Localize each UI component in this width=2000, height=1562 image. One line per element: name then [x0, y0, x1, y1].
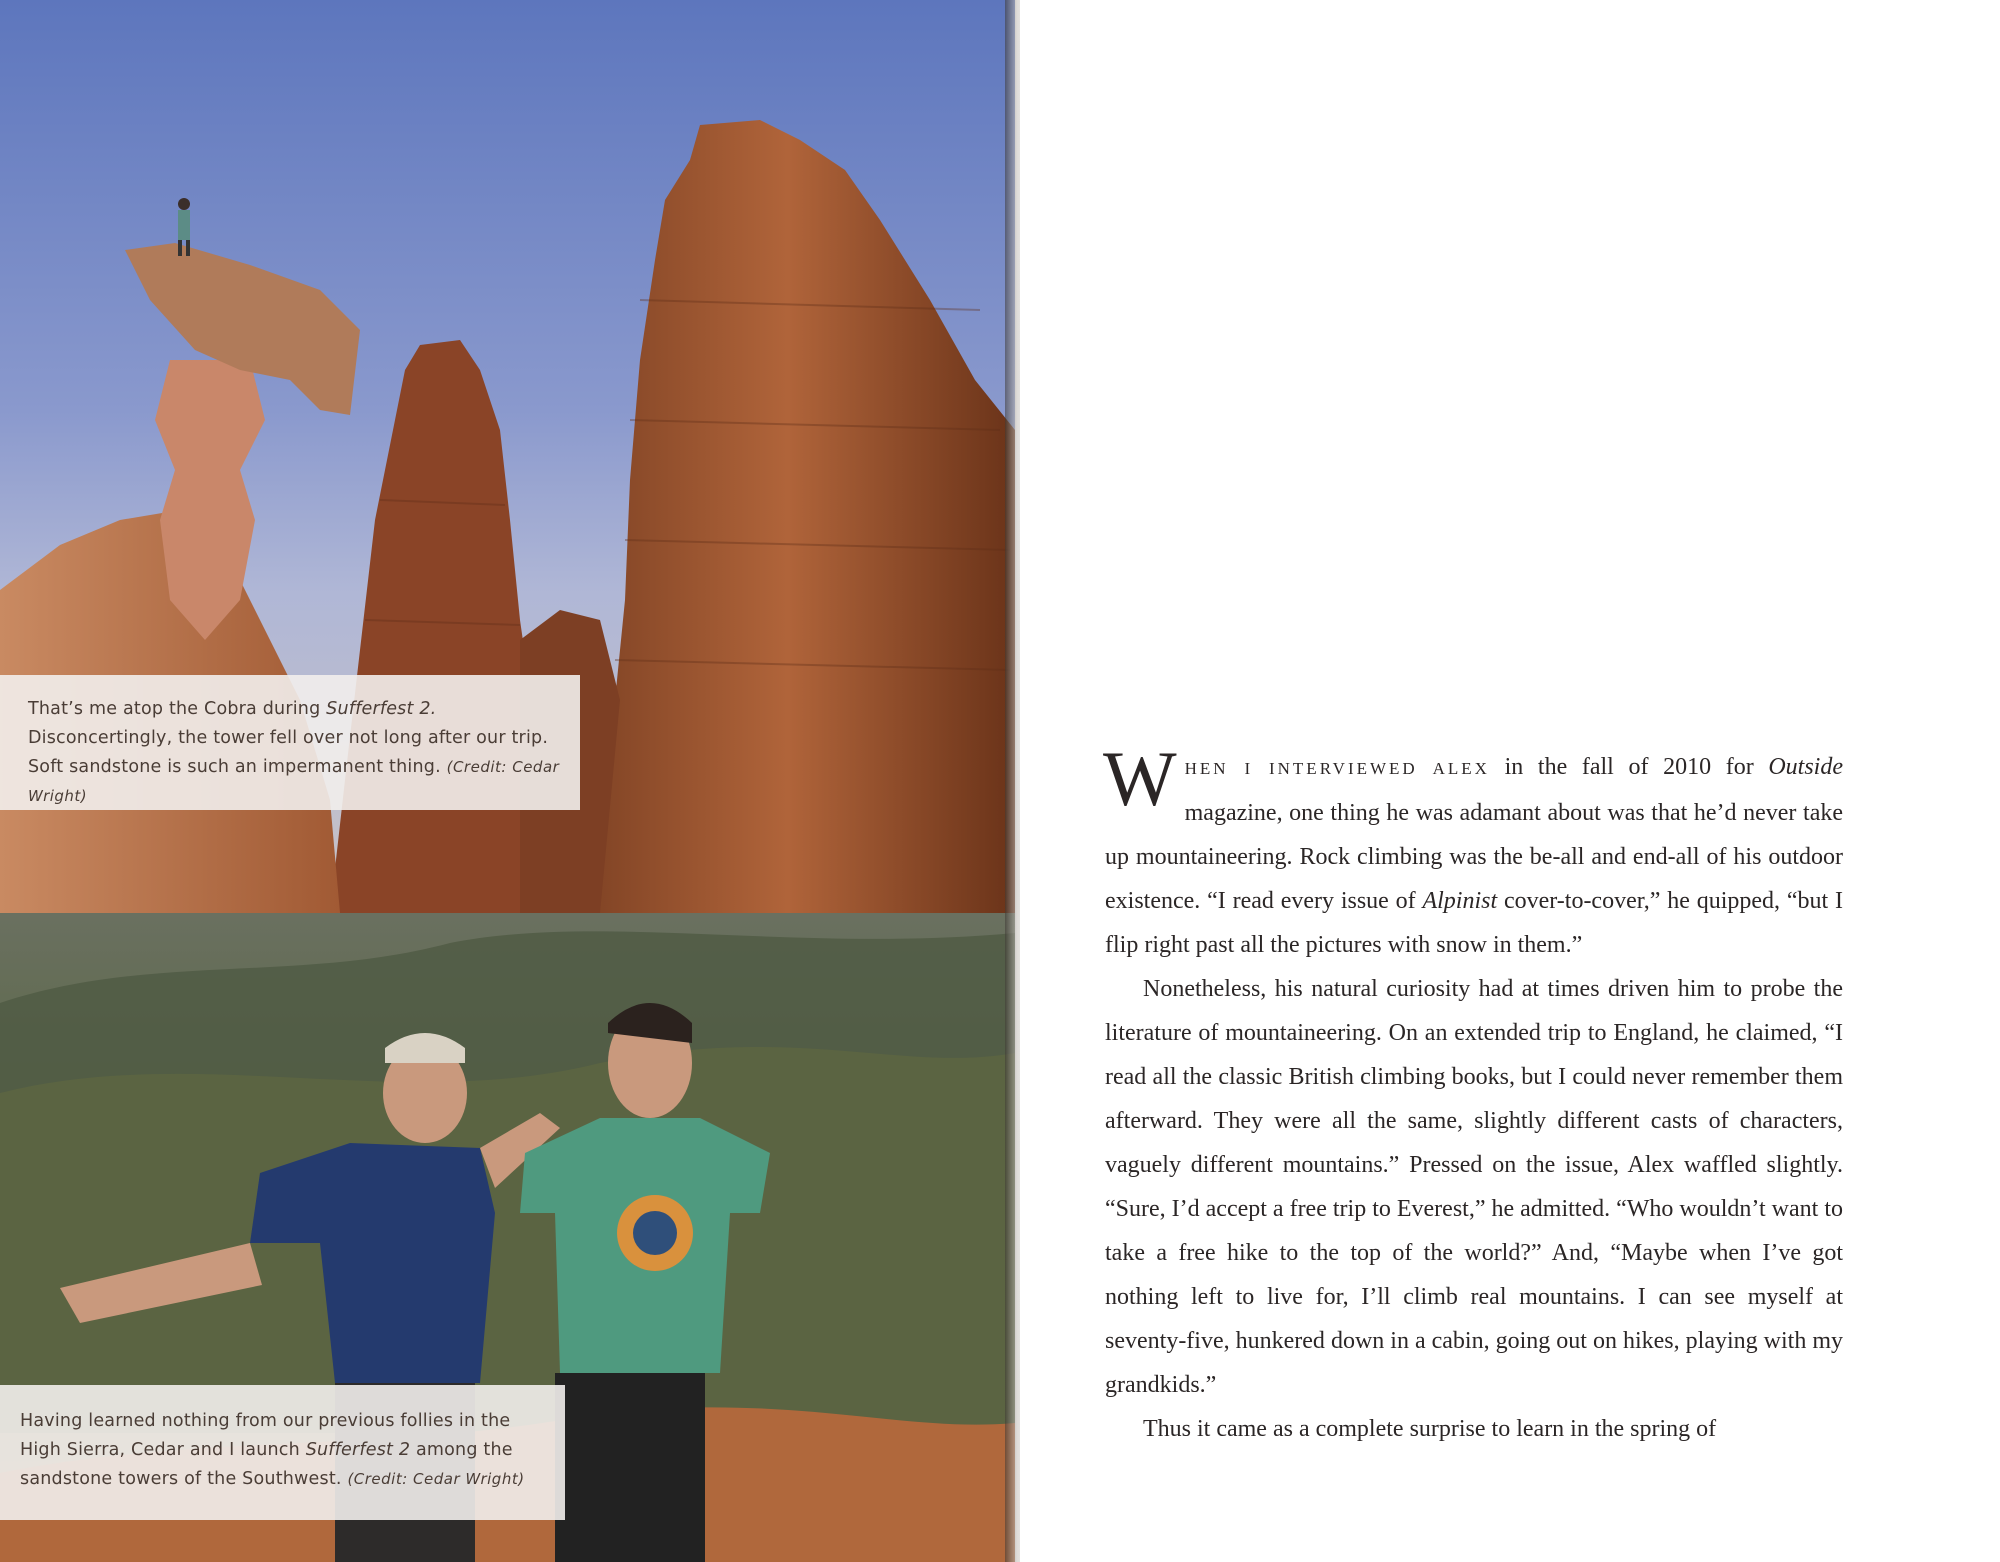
caption-text: among the sandstone towers of the Southwest. — [20, 1440, 513, 1489]
drop-cap: W — [1103, 735, 1177, 822]
caption-text: That’s me atop the Cobra during — [28, 699, 327, 719]
caption-text: Disconcertingly, the tower fell over not long after our trip. Soft sandstone is such an impermanent thing. — [28, 728, 549, 777]
paragraph-text: cover-to-cover,” he quipped, “but I flip right past all the pictures with snow in them.” — [1105, 888, 1844, 958]
paragraph-text: magazine, one thing he was adamant about was that he’d never take up mountaineering. Rock climbing was the be-all and end-all of his outdoor existence. “I read every issue of — [1105, 800, 1843, 914]
caption-credit: (Credit: Cedar Wright) — [347, 1470, 525, 1488]
photo-caption-top — [0, 675, 580, 810]
chapter-body — [1103, 735, 1844, 1451]
small-caps-lead: HEN I INTERVIEWED ALEX — [1184, 759, 1490, 778]
paragraph-2: Nonetheless, his natural curiosity had at times driven him to probe the literature of mountaineering. On an extended trip to England, he claimed, “I read all the classic British climbing books, but I could never remember them afterward. They were all the same, slightly different casts of characters, vaguely different mountains.” Pressed on the issue, Alex waffled slightly. “Sure, I’d accept a free trip to Everest,” he admitted. “Who wouldn’t want to take a free hike to the top of the world?” And, “Maybe when I’ve got nothing left to live for, I’ll climb real mountains. I can see myself at seventy-five, hunkered down in a cabin, going out on hikes, playing with my grandkids.” — [1105, 976, 1843, 1398]
magazine-title: Outside — [1768, 754, 1843, 780]
paragraph-3: Thus it came as a complete surprise to learn in the spring of — [1143, 1416, 1717, 1442]
caption-film-title: Sufferfest 2. — [326, 699, 437, 719]
caption-film-title: Sufferfest 2 — [305, 1440, 411, 1460]
photo-caption-bottom — [0, 1385, 565, 1520]
paragraph-text: in the fall of 2010 for — [1489, 754, 1769, 780]
magazine-title: Alpinist — [1422, 888, 1498, 914]
caption-credit: (Credit: Cedar Wright) — [28, 758, 560, 805]
paragraph-opening — [1103, 735, 1844, 967]
caption-text: Having learned nothing from our previous follies in the High Sierra, Cedar and I launch — [20, 1411, 511, 1460]
